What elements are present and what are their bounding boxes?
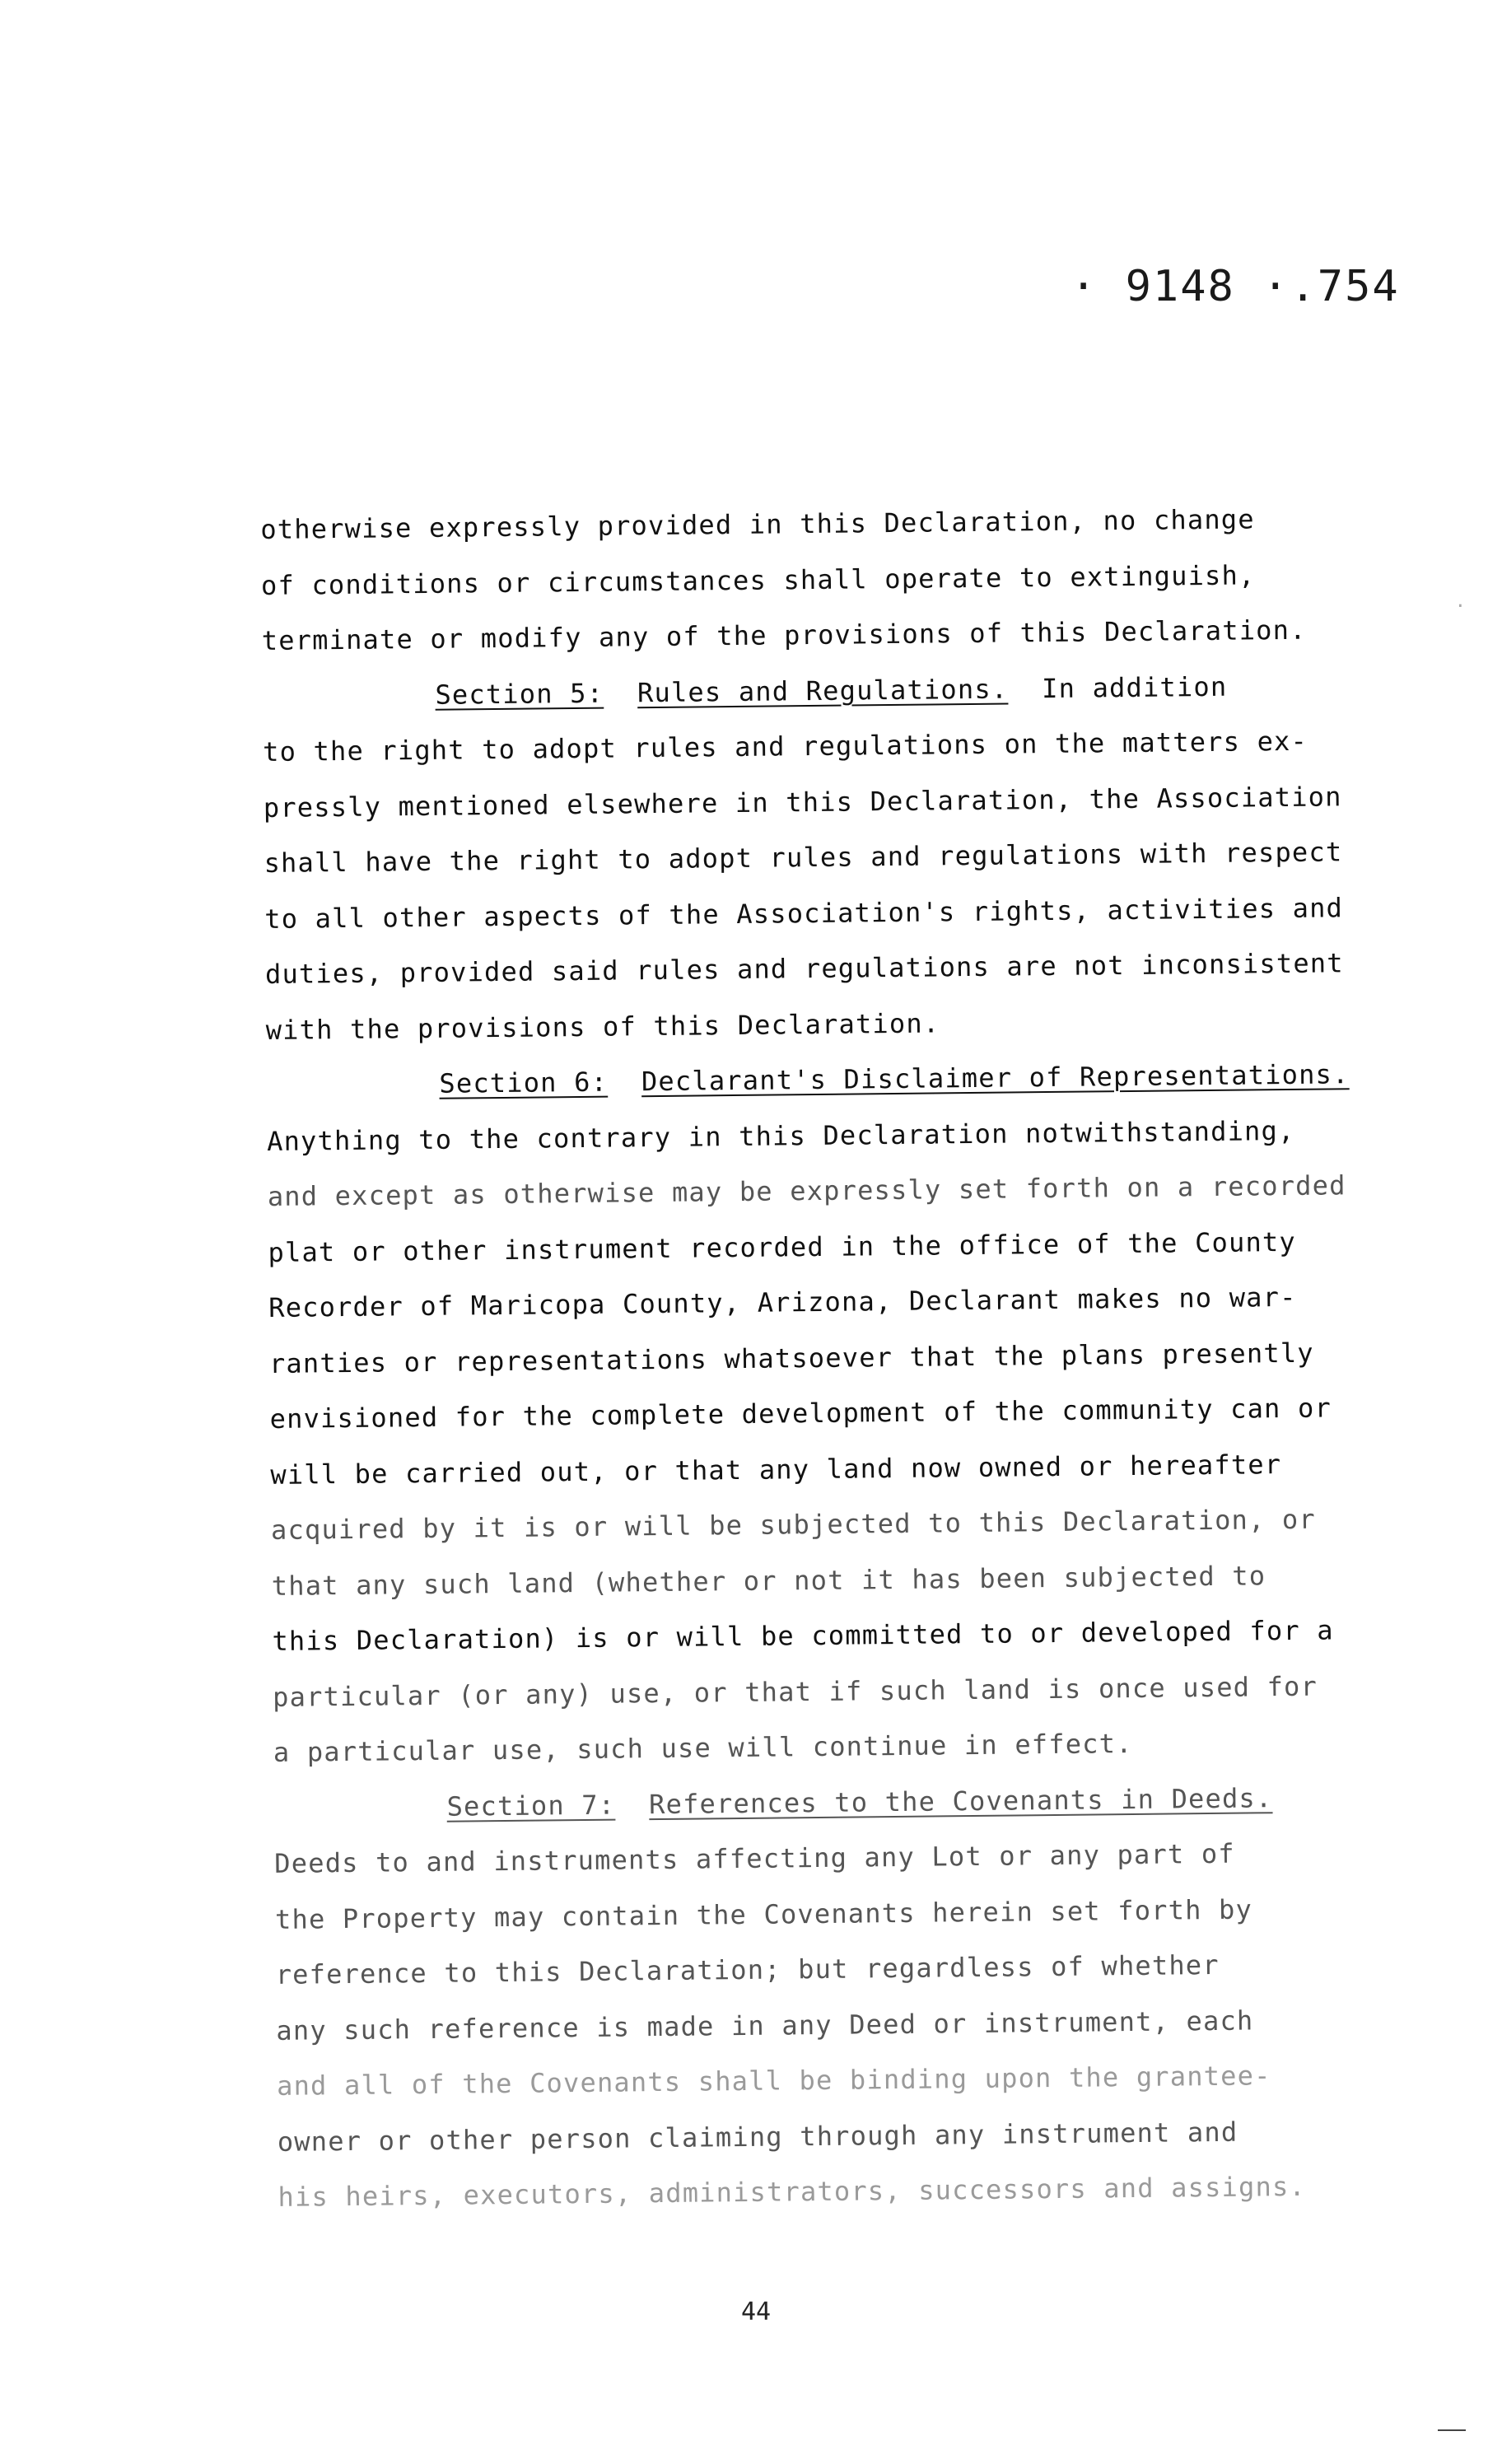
body-line-17: envisioned for the complete development of the community can or	[269, 1392, 1332, 1435]
body-line-8: to all other aspects of the Association's rights, activities and	[264, 891, 1344, 935]
body-line-9: duties, provided said rules and regulations are not inconsistent	[264, 947, 1344, 990]
body-line-13: and except as otherwise may be expressly set forth on a recorded	[267, 1169, 1346, 1212]
body-line-6: pressly mentioned elsewhere in this Declaration, the Association	[263, 780, 1342, 824]
body-line-25: Deeds to and instruments affecting any Lot or any part of	[274, 1837, 1235, 1879]
body-line-19: acquired by it is or will be subjected to this Declaration, or	[270, 1503, 1317, 1546]
body-line-27: reference to this Declaration; but regardless of whether	[275, 1948, 1220, 1990]
body-line-5: to the right to adopt rules and regulations on the matters ex-	[262, 725, 1308, 768]
section-5-heading-rest: In addition	[1008, 670, 1228, 705]
section-7-label: Section 7:	[446, 1789, 616, 1822]
bottom-margin-mark	[1438, 2429, 1466, 2431]
body-line-20: that any such land (whether or not it has been subjected to	[271, 1559, 1266, 1602]
section-6-title: Declarant's Disclaimer of Representations.	[641, 1058, 1350, 1098]
document-body	[260, 490, 1431, 2225]
body-line-30: owner or other person claiming through any instrument and	[277, 2116, 1238, 2158]
section-6-label: Section 6:	[439, 1066, 609, 1099]
section-5-label: Section 5:	[435, 677, 604, 711]
margin-mark: ·	[1454, 596, 1466, 617]
body-line-28: any such reference is made in any Deed or instrument, each	[276, 2004, 1254, 2046]
body-line-14: plat or other instrument recorded in the office of the County	[268, 1225, 1297, 1268]
body-line-1: otherwise expressly provided in this Declaration, no change	[260, 503, 1255, 545]
body-line-31: his heirs, executors, administrators, successors and assigns.	[278, 2170, 1307, 2213]
body-line-2: of conditions or circumstances shall operate to extinguish,	[260, 558, 1256, 601]
body-line-22: particular (or any) use, or that if such land is once used for	[272, 1670, 1318, 1713]
body-line-23: a particular use, such use will continue in effect.	[273, 1727, 1133, 1768]
page-number: 44	[741, 2298, 772, 2326]
section-5-title: Rules and Regulations.	[637, 673, 1009, 708]
body-line-3: terminate or modify any of the provisions of this Declaration.	[261, 614, 1307, 656]
body-line-26: the Property may contain the Covenants herein set forth by	[274, 1892, 1253, 1935]
body-line-15: Recorder of Maricopa County, Arizona, Declarant makes no war-	[268, 1281, 1297, 1323]
body-line-18: will be carried out, or that any land now owned or hereafter	[270, 1448, 1282, 1491]
body-line-29: and all of the Covenants shall be binding upon the grantee-	[276, 2060, 1271, 2102]
body-line-7: shall have the right to adopt rules and regulations with respect	[264, 836, 1343, 879]
body-line-12: Anything to the contrary in this Declaration notwithstanding,	[266, 1114, 1295, 1157]
body-line-16: ranties or representations whatsoever that the plans presently	[268, 1337, 1314, 1379]
body-line-10: with the provisions of this Declaration.	[265, 1006, 940, 1046]
body-line-21: this Declaration) is or will be committed to or developed for a	[272, 1614, 1334, 1657]
section-7-title: References to the Covenants in Deeds.	[648, 1781, 1273, 1820]
recording-reference-number: · 9148 ·.754	[1071, 262, 1400, 311]
